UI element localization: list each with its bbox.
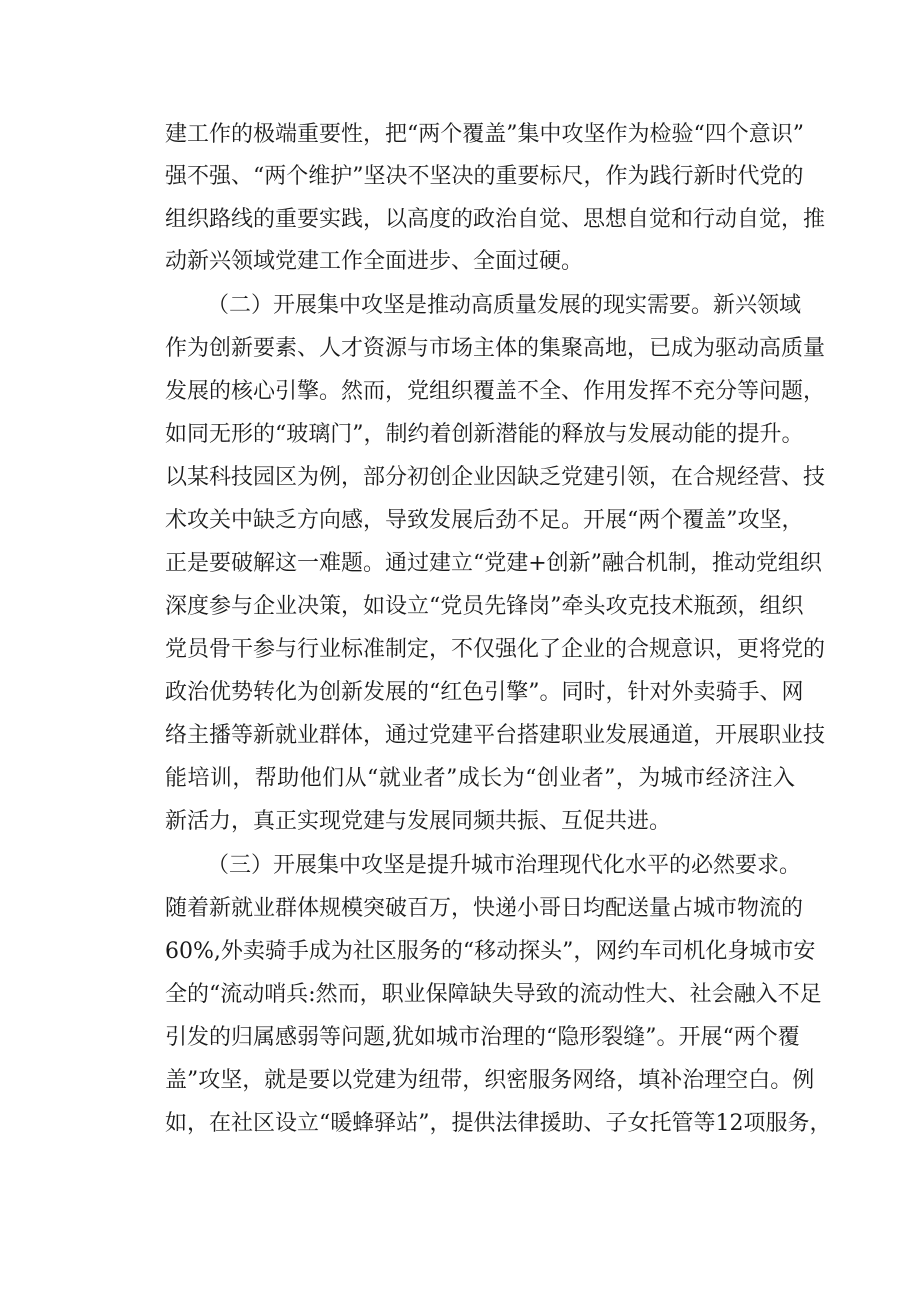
- text-line: 引发的归属感弱等问题,犹如城市治理的“隐形裂缝”。开展“两个覆: [165, 1025, 800, 1050]
- text-line: 如，在社区设立“暖蜂驿站”，提供法律援助、子女托管等12项服务，: [165, 1111, 832, 1136]
- text-line: 正是要破解这一难题。通过建立“党建+创新”融合机制，推动党组织: [165, 551, 822, 576]
- text-line: 以某科技园区为例，部分初创企业因缺乏党建引领，在合规经营、技: [165, 465, 826, 490]
- text-line: 建工作的极端重要性，把“两个覆盖”集中攻坚作为检验“四个意识”: [165, 122, 804, 147]
- text-line: 能培训，帮助他们从“就业者”成长为“创业者”，为城市经济注入: [165, 766, 795, 791]
- text-line: 60%,外卖骑手成为社区服务的“移动探头”，网约车司机化身城市安: [165, 939, 816, 964]
- text-line: 全的“流动哨兵:然而，职业保障缺失导致的流动性大、社会融入不足: [165, 982, 822, 1007]
- text-line: 组织路线的重要实践，以高度的政治自觉、思想自觉和行动自觉，推: [165, 207, 826, 232]
- text-line: 术攻关中缺乏方向感，导致发展后劲不足。开展“两个覆盖”攻坚，: [165, 508, 804, 533]
- text-line: 盖”攻坚，就是要以党建为纽带，织密服务网络，填补治理空白。例: [165, 1068, 815, 1093]
- paragraph-heading: （三）开展集中攻坚是提升城市治理现代化水平的必然要求。: [207, 853, 802, 878]
- text-line: 如同无形的“玻璃门”，制约着创新潜能的释放与发展动能的提升。: [165, 422, 804, 447]
- paragraph-heading: （二）开展集中攻坚是推动高质量发展的现实需要。新兴领域: [207, 293, 802, 318]
- text-line: 随着新就业群体规模突破百万，快递小哥日均配送量占城市物流的: [165, 896, 804, 921]
- text-line: 政治优势转化为创新发展的“红色引擎”。同时，针对外卖骑手、网: [165, 680, 804, 705]
- text-line: 发展的核心引擎。然而，党组织覆盖不全、作用发挥不充分等问题，: [165, 379, 826, 404]
- text-line: 深度参与企业决策，如设立“党员先锋岗”牵头攻克技术瓶颈，组织: [165, 594, 804, 619]
- text-line: 新活力，真正实现党建与发展同频共振、互促共进。: [165, 809, 672, 834]
- text-line: 作为创新要素、人才资源与市场主体的集聚高地，已成为驱动高质量: [165, 336, 826, 361]
- text-line: 动新兴领域党建工作全面进步、全面过硬。: [165, 249, 584, 274]
- text-line: 党员骨干参与行业标准制定，不仅强化了企业的合规意识，更将党的: [165, 637, 826, 662]
- text-line: 强不强、“两个维护”坚决不坚决的重要标尺，作为践行新时代党的: [165, 164, 804, 189]
- text-line: 络主播等新就业群体，通过党建平台搭建职业发展通道，开展职业技: [165, 723, 826, 748]
